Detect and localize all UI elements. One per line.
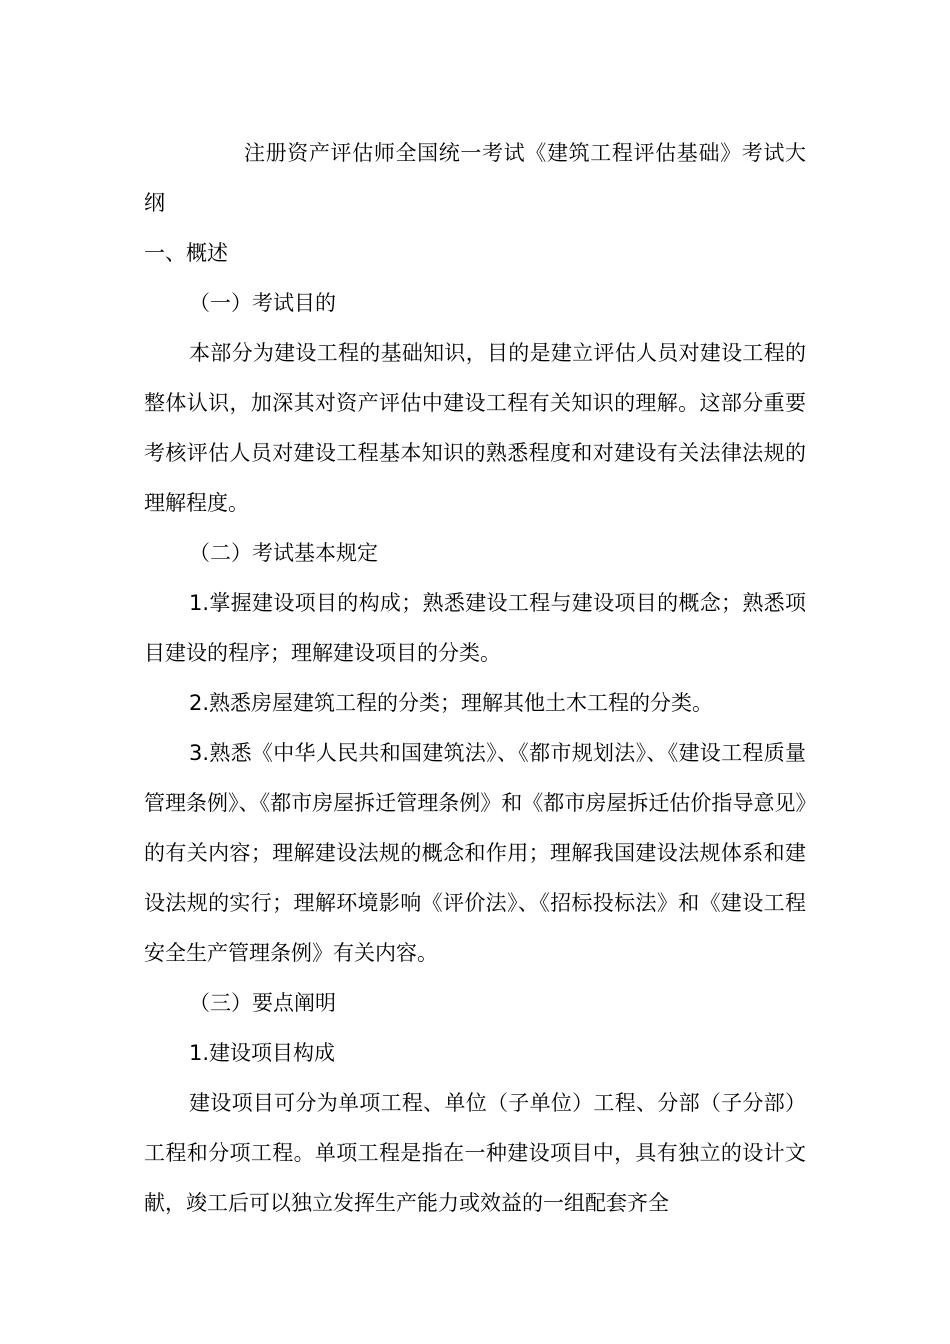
paragraph-point-1: 建设项目可分为单项工程、单位（子单位）工程、分部（子分部）工程和分项工程。单项工程是指在一种建设项目中，具有独立的设计文献，竣工后可以独立发挥生产能力或效益的一组配套齐全 <box>144 1091 806 1215</box>
document-title: 注册资产评估师全国统一考试《建筑工程评估基础》考试大纲 <box>144 141 806 215</box>
requirement-item-2: 2.熟悉房屋建筑工程的分类；理解其他土木工程的分类。 <box>189 691 714 715</box>
section-heading-overview: 一、概述 <box>144 241 228 265</box>
subsection-heading-key-points: （三）要点阐明 <box>189 991 336 1015</box>
subsection-heading-requirements: （二）考试基本规定 <box>189 541 378 565</box>
point-heading-1: 1.建设项目构成 <box>189 1041 336 1065</box>
requirement-item-1: 1.掌握建设项目的构成；熟悉建设工程与建设项目的概念；熟悉项目建设的程序；理解建设项目的分类。 <box>144 591 806 665</box>
paragraph-purpose: 本部分为建设工程的基础知识，目的是建立评估人员对建设工程的整体认识，加深其对资产评估中建设工程有关知识的理解。这部分重要考核评估人员对建设工程基本知识的熟悉程度和对建设有关法律法规的理解程度。 <box>144 341 806 515</box>
subsection-heading-purpose: （一）考试目的 <box>189 291 336 315</box>
document-page <box>144 128 806 1228</box>
requirement-item-3: 3.熟悉《中华人民共和国建筑法》、《都市规划法》、《建设工程质量管理条例》、《都市房屋拆迁管理条例》和《都市房屋拆迁估价指导意见》的有关内容；理解建设法规的概念和作用；理解我国建设法规体系和建设法规的实行；理解环境影响《评价法》、《招标投标法》和《建设工程安全生产管理条例》有关内容。 <box>144 741 806 965</box>
